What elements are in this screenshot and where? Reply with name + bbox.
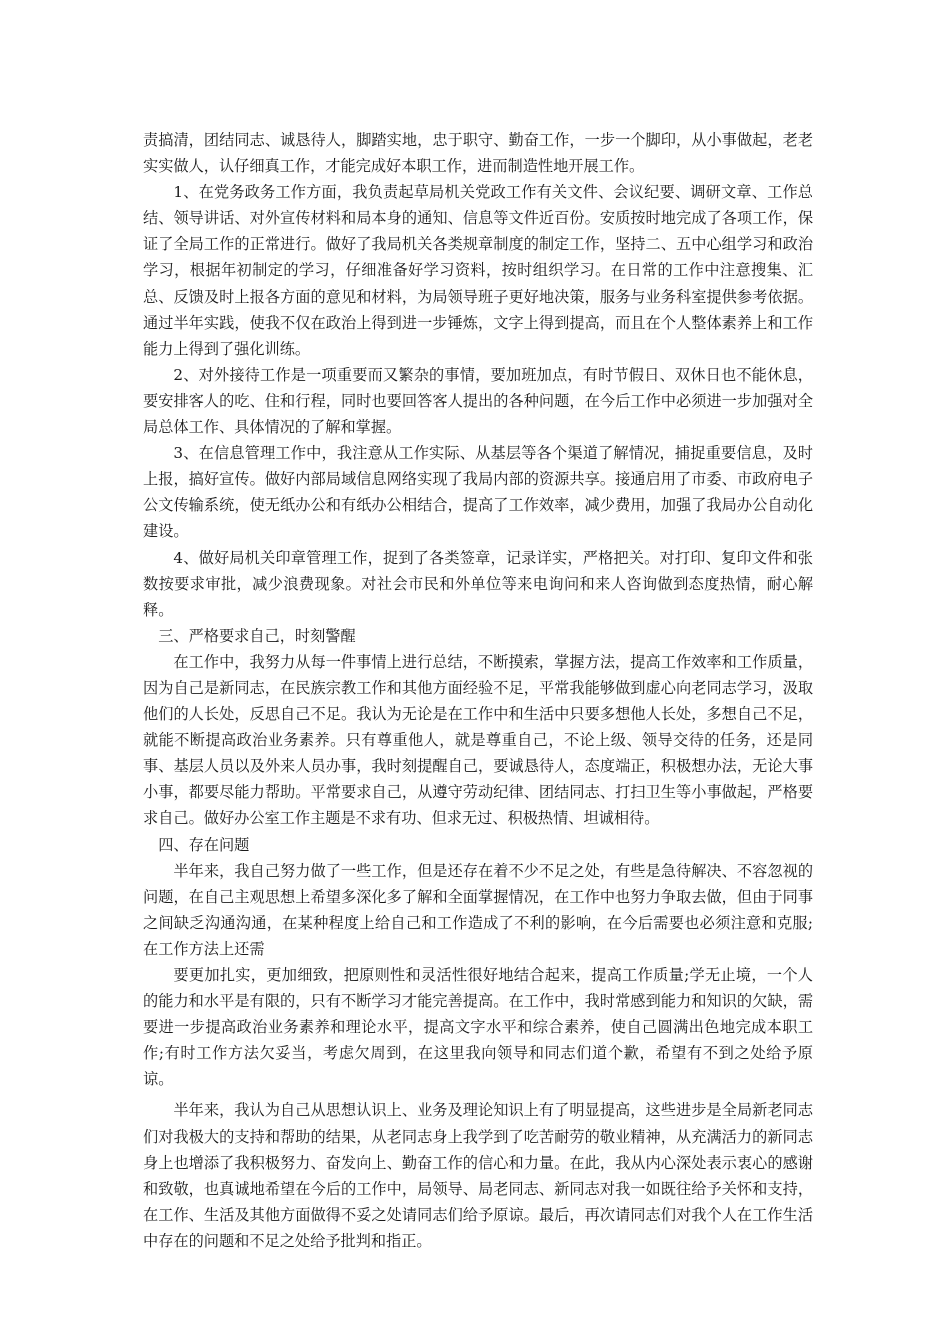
paragraph-conclusion: 半年来，我认为自己从思想认识上、业务及理论知识上有了明显提高，这些进步是全局新老同志们对我极大的支持和帮助的结果，从老同志身上我学到了吃苦耐劳的敬业精神，从充满活力的新同志身上也增添了我积极努力、奋发向上、勤奋工作的信心和力量。在此，我从内心深处表示衷心的感谢和致敬，也真诚地希望在今后的工作中，局领导、局老同志、新同志对我一如既往给予关怀和支持，在工作、生活及其他方面做得不妥之处请同志们给予原谅。最后，再次请同志们对我个人在工作生活中存在的问题和不足之处给予批判和指正。 xyxy=(143,1101,813,1250)
paragraph-item-2: 2、对外接待工作是一项重要而又繁杂的事情，要加班加点，有时节假日、双休日也不能休息，要安排客人的吃、住和行程，同时也要回答客人提出的各种问题，在今后工作中必须进一步加强对全局总体工作、具体情况的了解和掌握。 xyxy=(143,365,813,437)
paragraph-item-4: 4、做好局机关印章管理工作，捉到了各类签章，记录详实，严格把关。对打印、复印文件和张数按要求审批，减少浪费现象。对社会市民和外单位等来电询问和来人咨询做到态度热情，耐心解释。 xyxy=(143,548,813,619)
paragraph-problems-continued: 要更加扎实，更加细致，把原则性和灵活性很好地结合起来，提高工作质量;学无止境，一个人的能力和水平是有限的，只有不断学习才能完善提高。在工作中，我时常感到能力和知识的欠缺，需要进一步提高政治业务素养和理论水平，提高文字水平和综合素养，使自己圆满出色地完成本职工作;有时工作方法欠妥当，考虑欠周到，在这里我向领导和同志们道个歉，希望有不到之处给予原谅。 xyxy=(143,966,813,1089)
paragraph-intro-continued: 责搞清，团结同志、诚恳待人，脚踏实地，忠于职守、勤奋工作，一步一个脚印，从小事做起，老老实实做人，认仔细真工作，才能完成好本职工作，进而制造性地开展工作。 xyxy=(143,131,813,176)
section-heading-3: 三、严格要求自己，时刻警醒 xyxy=(158,626,356,645)
paragraph-item-3: 3、在信息管理工作中，我注意从工作实际、从基层等各个渠道了解情况，捕捉重要信息，及时上报，搞好宣传。做好内部局域信息网络实现了我局内部的资源共享。接通启用了市委、市政府电子公文传输系统，使无纸办公和有纸办公相结合，提高了工作效率，减少费用，加强了我局办公自动化建设。 xyxy=(143,444,813,541)
document-body xyxy=(143,127,813,1254)
paragraph-problems: 半年来，我自己努力做了一些工作，但是还存在着不少不足之处，有些是急待解决、不容忽视的问题，在自己主观思想上希望多深化多了解和全面掌握情况，在工作中也努力争取去做，但由于同事之间缺乏沟通沟通，在某种程度上给自己和工作造成了不利的影响，在今后需要也必须注意和克服;在工作方法上还需 xyxy=(143,861,813,958)
paragraph-section-3: 在工作中，我努力从每一件事情上进行总结，不断摸索，掌握方法，提高工作效率和工作质量，因为自己是新同志，在民族宗教工作和其他方面经验不足，平常我能够做到虚心向老同志学习，汲取他们的人长处，反思自己不足。我认为无论是在工作中和生活中只要多想他人长处，多想自己不足，就能不断提高政治业务素养。只有尊重他人，就是尊重自己，不论上级、领导交待的任务，还是同事、基层人员以及外来人员办事，我时刻提醒自己，要诚恳待人，态度端正，积极想办法，无论大事小事，都要尽能力帮助。平常要求自己，从遵守劳动纪律、团结同志、打扫卫生等小事做起，严格要求自己。做好办公室工作主题是不求有功、但求无过、积极热情、坦诚相待。 xyxy=(143,652,813,828)
section-heading-4: 四、存在问题 xyxy=(158,835,250,854)
paragraph-item-1: 1、在党务政务工作方面，我负责起草局机关党政工作有关文件、会议纪要、调研文章、工作总结、领导讲话、对外宣传材料和局本身的通知、信息等文件近百份。安质按时地完成了各项工作，保证了全局工作的正常进行。做好了我局机关各类规章制度的制定工作，坚持二、五中心组学习和政治学习，根据年初制定的学习，仔细准备好学习资料，按时组织学习。在日常的工作中注意搜集、汇总、反馈及时上报各方面的意见和材料，为局领导班子更好地决策，服务与业务科室提供参考依据。通过半年实践，使我不仅在政治上得到进一步锤炼，文字上得到提高，而且在个人整体素养上和工作能力上得到了强化训练。 xyxy=(143,183,813,358)
